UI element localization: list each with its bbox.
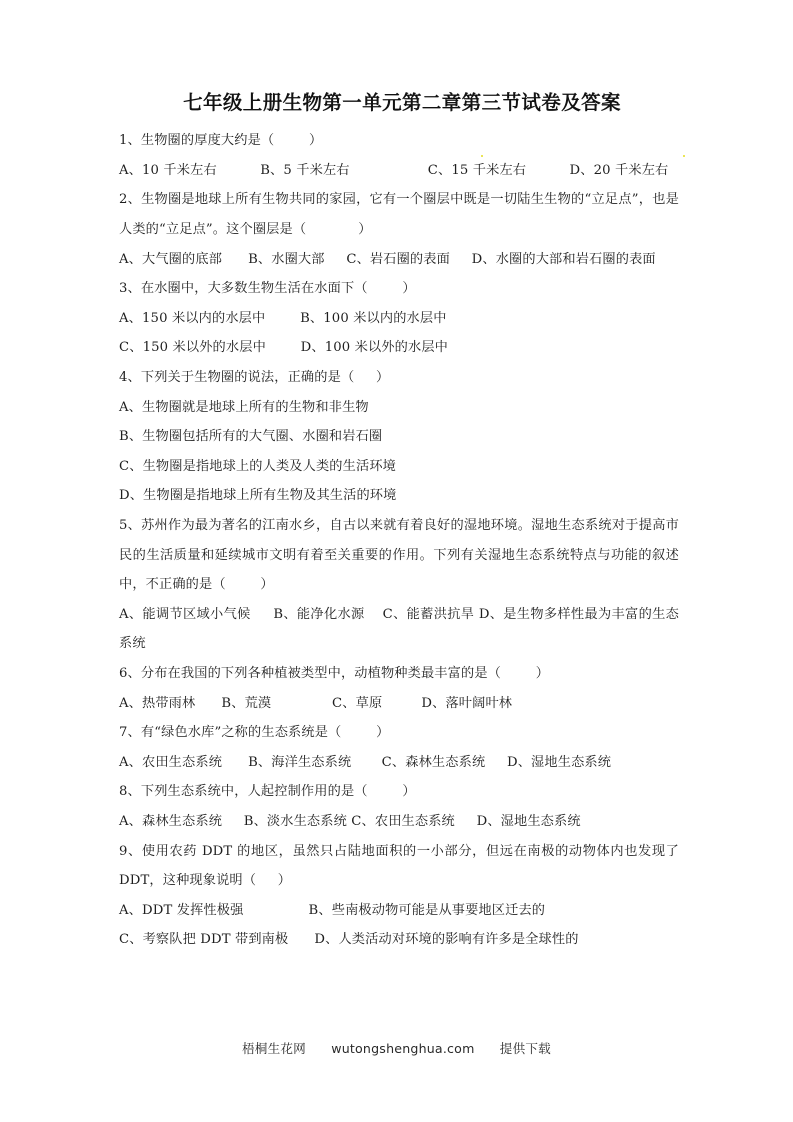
question-4-option-c: C、生物圈是指地球上的人类及人类的生活环境 [119,458,396,474]
question-3-options-row-2: C、150 米以外的水层中 D、100 米以外的水层中 [119,340,449,356]
question-7-options: A、农田生态系统 B、海洋生态系统 C、森林生态系统 D、湿地生态系统 [119,754,612,770]
question-8-options: A、森林生态系统 B、淡水生态系统 C、农田生态系统 D、湿地生态系统 [119,813,581,829]
question-5-stem: 5、苏州作为最为著名的江南水乡，自古以来就有着良好的湿地环境。湿地生态系统对于提高市民的生活质量和延续城市文明有着至关重要的作用。下列有关湿地生态系统特点与功能的叙述中，不正确的是（ ） [119,517,679,593]
question-9-stem: 9、使用农药 DDT 的地区，虽然只占陆地面积的一小部分，但远在南极的动物体内也发现了DDT，这种现象说明（ ） [119,843,679,889]
question-8-stem: 8、下列生态系统中，人起控制作用的是（ ） [119,784,416,800]
question-5 [119,511,679,659]
footer-action-text: 提供下载 [499,1041,551,1056]
scan-speck [683,155,685,157]
question-2 [119,185,679,274]
question-5-options: A、能调节区域小气候 B、能净化水源 C、能蓄洪抗旱 D、是生物多样性最为丰富的生态系统 [119,606,679,652]
question-1 [119,126,679,185]
question-4 [119,363,679,511]
question-4-option-d: D、生物圈是指地球上所有生物及其生活的环境 [119,488,397,504]
question-7-stem: 7、有“绿色水库”之称的生态系统是（ ） [119,725,390,741]
question-4-option-a: A、生物圈就是地球上所有的生物和非生物 [119,399,369,415]
question-3 [119,274,679,363]
page-footer [0,1038,793,1057]
document-body [119,88,679,955]
question-4-stem: 4、下列关于生物圈的说法，正确的是（ ） [119,370,390,385]
question-6-options: A、热带雨林 B、荒漠 C、草原 D、落叶阔叶林 [119,695,513,711]
question-6 [119,659,679,718]
question-4-option-b: B、生物圈包括所有的大气圈、水圈和岩石圈 [119,429,383,445]
question-7 [119,718,679,777]
question-3-options-row-1: A、150 米以内的水层中 B、100 米以内的水层中 [119,310,447,326]
question-1-stem: 1、生物圈的厚度大约是（ ） [119,133,323,149]
question-3-stem: 3、在水圈中，大多数生物生活在水面下（ ） [119,281,416,297]
question-1-options: A、10 千米左右 B、5 千米左右 C、15 千米左右 D、20 千米左右 [119,162,669,178]
footer-site-url: wutongshenghua.com [331,1041,475,1056]
question-9 [119,837,679,955]
question-9-options-row-1: A、DDT 发挥性极强 B、些南极动物可能是从事要地区迁去的 [119,902,546,918]
question-2-options: A、大气圈的底部 B、水圈大部 C、岩石圈的表面 D、水圈的大部和岩石圈的表面 [119,251,656,267]
question-2-stem: 2、生物圈是地球上所有生物共同的家园，它有一个圈层中既是一切陆生生物的“立足点”，也是人类的“立足点”。这个圈层是（ ） [119,192,679,238]
footer-site-name: 梧桐生花网 [242,1041,306,1056]
question-8 [119,777,679,836]
question-9-options-row-2: C、考察队把 DDT 带到南极 D、人类活动对环境的影响有许多是全球性的 [119,932,579,948]
page-title: 七年级上册生物第一单元第二章第三节试卷及答案 [183,91,621,114]
question-6-stem: 6、分布在我国的下列各种植被类型中，动植物种类最丰富的是（ ） [119,665,550,681]
